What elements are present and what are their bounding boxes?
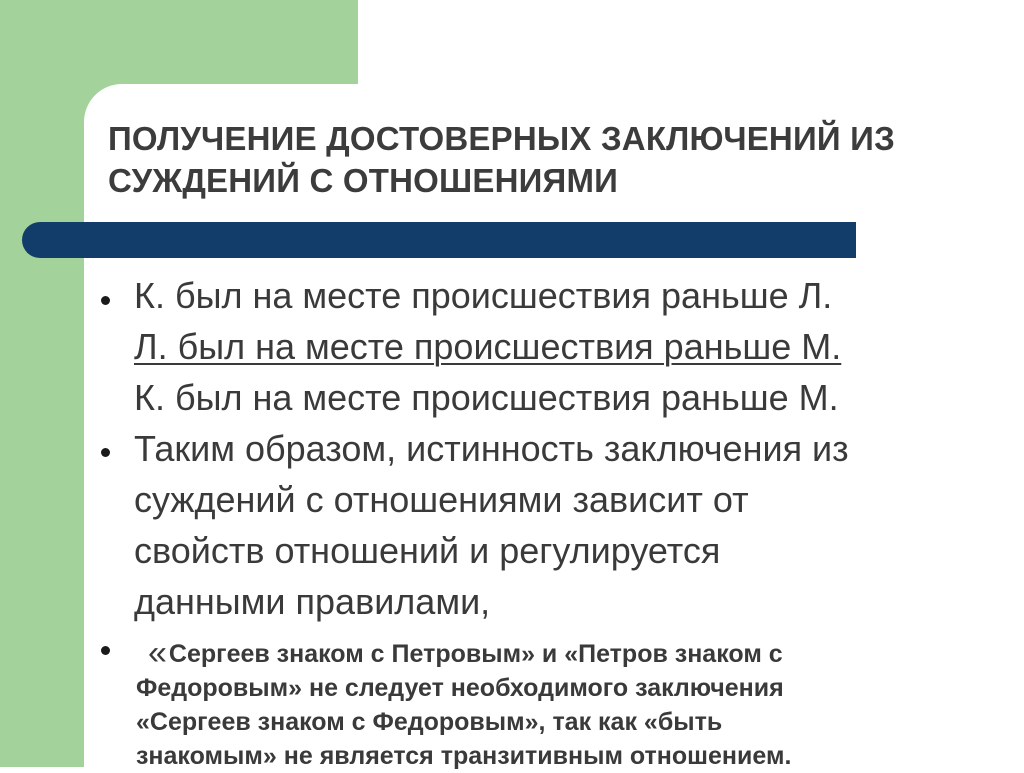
premise-2: Л. был на месте происшествия раньше М. xyxy=(134,326,842,367)
slide-title xyxy=(108,118,1008,202)
bullet-dot-1 xyxy=(101,296,110,305)
premise-1: К. был на месте происшествия раньше Л. xyxy=(134,275,833,316)
bullet-text-3 xyxy=(136,636,791,773)
title-line-2: СУЖДЕНИЙ С ОТНОШЕНИЯМИ xyxy=(108,162,619,199)
bullet-3-line-3: «Сергеев знаком с Федоровым», так как «быть xyxy=(136,708,723,736)
bullet-2-line-1: Таким образом, истинность заключения из xyxy=(134,428,849,469)
bullet-3-line-4: знакомым» не является транзитивным отношением. xyxy=(136,742,792,770)
title-divider-bar xyxy=(22,222,856,258)
bullet-2-line-3: свойств отношений и регулируется xyxy=(134,530,721,571)
bullet-3-line-1: Сергеев знаком с Петровым» и «Петров знаком с xyxy=(168,640,783,668)
bullet-2-line-4: данными правилами, xyxy=(134,581,491,622)
open-quote-mark: « xyxy=(148,634,167,672)
bullet-dot-3 xyxy=(101,646,110,655)
conclusion: К. был на месте происшествия раньше М. xyxy=(134,377,839,418)
bullet-3-line-2: Федоровым» не следует необходимого заключения xyxy=(136,674,784,702)
title-line-1: ПОЛУЧЕНИЕ ДОСТОВЕРНЫХ ЗАКЛЮЧЕНИЙ ИЗ xyxy=(108,120,895,157)
bullet-text-2 xyxy=(134,423,849,627)
bullet-2-line-2: суждений с отношениями зависит от xyxy=(134,479,749,520)
bullet-dot-2 xyxy=(101,448,110,457)
bullet-text-1 xyxy=(134,270,841,423)
